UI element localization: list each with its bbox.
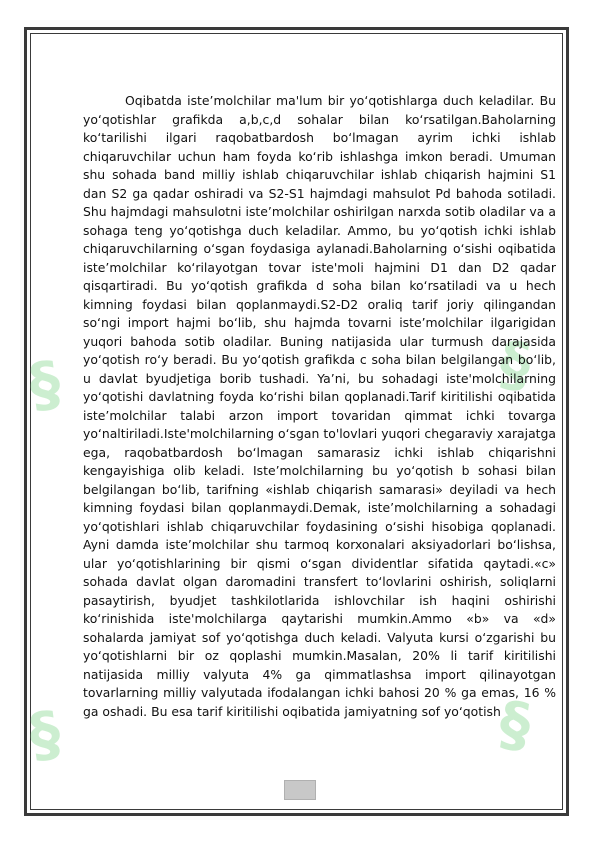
watermark-logo: §	[495, 328, 535, 402]
page-number-box	[284, 780, 316, 800]
watermark-logo: §	[25, 698, 65, 772]
body-paragraph: Oqibatda iste’molchilar ma'lum bir yo‘qotishlarga duch keladilar. Bu yo‘qotishlar grafikda a,b,c,d sohalar bilan ko‘rsatilgan.Baholarning ko‘tarilishi ilgari raqobatbardosh bo‘lmagan ayrim ichki ishlab chiqaruvchilar uchun ham foyda ko‘rib ishlashga imkon beradi. Umuman shu sohada band milliy ishlab chiqaruvchilar ishlab chiqarish hajmini S1 dan S2 ga qadar oshiradi va S2-S1 hajmdagi mahsulot Pd bahoda sotiladi. Shu hajmdagi mahsulotni iste’molchilar oshirilgan narxda sotib oladilar va a sohaga teng yo‘qotishga duch keladilar. Ammo, bu yo‘qotish ichki ishlab chiqaruvchilarning o‘sgan foydasiga aylanadi.Baholarning o‘sishi oqibatida iste’molchilar ko‘rilayotgan tovar iste'moli hajmini D1 dan D2 qadar qisqartiradi. Bu yo‘qotish grafikda d soha bilan ko‘rsatiladi va u hech kimning foydasi bilan qoplanmaydi.S2-D2 oraliq tarif joriy qilingandan so‘ngi import hajmi bo‘lib, shu hajmda tovarni iste’molchilar ilgarigidan yuqori bahoda sotib oladilar. Buning natijasida ular turmush darajasida yo‘qotish ro‘y beradi. Bu yo‘qotish grafikda c soha bilan belgilangan bo‘lib, u davlat byudjetiga borib tushadi. Ya’ni, bu sohadagi iste'molchilarning yo‘qotishi davlatning foyda ko‘rishi bilan qoplanadi.Tarif kiritilishi oqibatida iste’molchilar talabi arzon import tovaridan qimmat ichki tovarga yo‘naltiriladi.Iste'molchilarning o‘sgan to'lovlari yuqori chegaraviy xarajatga ega, raqobatbardosh bo‘lmagan samarasiz ichki ishlab chiqarishni kengayishiga olib keladi. Iste’molchilarning bu yo‘qotish b sohasi bilan belgilangan bo‘lib, tarifning «ishlab chiqarish samarasi» deyiladi va hech kimning foydasi bilan qoplanmaydi.Demak, iste’molchilarning a sohadagi yo‘qotishlari ishlab chiqaruvchilar foydasining o‘sishi hisobiga qoplanadi. Ayni damda iste’molchilar shu tarmoq korxonalari aksiyadorlari bo‘lishsa, ular yo‘qotishlarining bir qismi o‘sgan dividentlar sifatida qaytadi.«c» sohada davlat olgan daromadini transfert to‘lovlarini oshirish, soliqlarni pasaytirish, byudjet tashkilotlarida ishlovchilar ish haqini oshirishi ko‘rinishida iste'molchilarga qaytarishi mumkin.Ammo «b» va «d» sohalarda jamiyat sof yo‘qotishga duch keladi. Valyuta kursi o‘zgarishi bu yo‘qotishlarni bir oz qoplashi mumkin.Masalan, 20% li tarif kiritilishi natijasida milliy valyuta 4% ga qimmatlashsa import qilinayotgan tovarlarning milliy valyutada ifodalangan ichki bahosi 20 % ga emas, 16 % ga oshadi. Bu esa tarif kiritilishi oqibatida jamiyatning sof yo‘qotish	[83, 93, 556, 719]
watermark-logo: §	[25, 348, 65, 422]
watermark-logo: §	[495, 688, 535, 762]
